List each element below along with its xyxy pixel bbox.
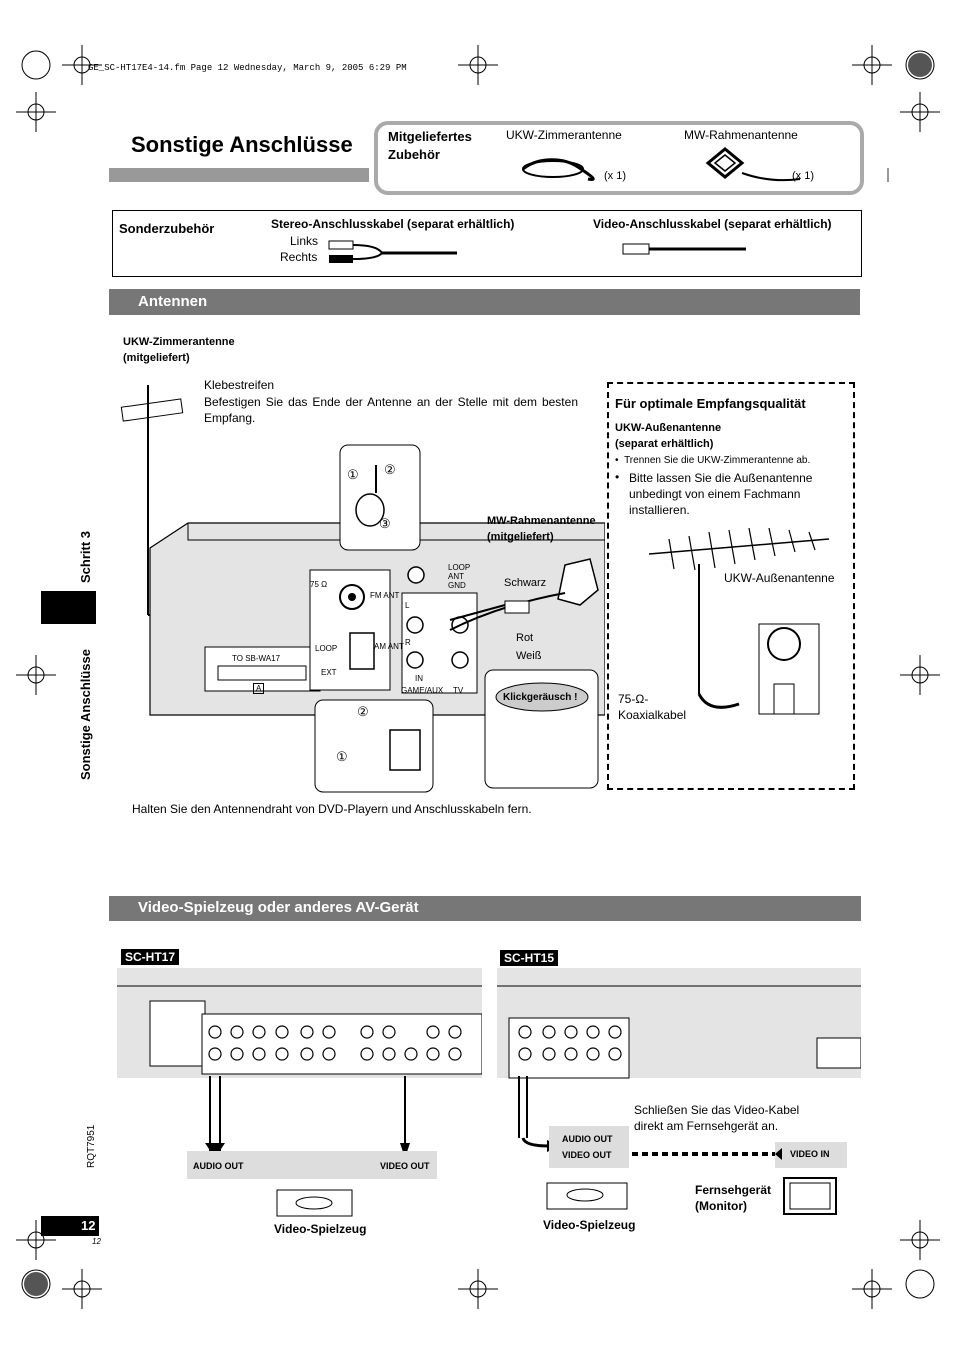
ht15-audio-out: AUDIO OUT	[562, 1134, 613, 1144]
page-number-block	[41, 1216, 99, 1236]
coax-label-2: Koaxialkabel	[618, 708, 687, 722]
section-antennas-title: Antennen	[138, 293, 208, 310]
outdoor-antenna-heading: UKW-Außenantenne	[615, 422, 722, 434]
doc-code: RQT7951	[86, 1124, 97, 1168]
tape-note: Befestigen Sie das Ende der Antenne an der Stelle mit dem besten Empfang.	[204, 395, 578, 425]
black-wire-label: Schwarz	[504, 577, 547, 589]
bullet-2: Bitte lassen Sie die Außenantenne unbedingt von einem Fachmann installieren.	[629, 471, 813, 517]
fm-antenna-illustration	[518, 147, 608, 187]
bullet-1-text: Trennen Sie die UKW-Zimmerantenne ab.	[624, 455, 811, 466]
am-antenna-label: MW-Rahmenantenne	[684, 128, 798, 142]
sidebar-chapter: Sonstige Anschlüsse	[78, 649, 93, 780]
sidebar-step: Schritt 3	[78, 530, 93, 583]
bullet-2-mark: •	[615, 470, 620, 484]
ht15-connection-diagram	[497, 968, 861, 1223]
label-game-aux: GAME/AUX	[401, 686, 444, 695]
label-in: IN	[415, 674, 423, 683]
step-1: ①	[347, 467, 359, 482]
section-video	[109, 896, 861, 921]
label-tv: TV	[453, 686, 464, 695]
stereo-cable-label: Stereo-Anschlusskabel (separat erhältlich)	[271, 217, 515, 231]
sidebar-tab	[41, 591, 96, 624]
model-tag-ht17: SC-HT17	[121, 949, 179, 965]
outdoor-antenna-diagram	[629, 514, 849, 734]
page-number: 12	[81, 1218, 96, 1233]
am-loop-label-2: (mitgeliefert)	[487, 531, 554, 543]
label-to-sbwa17: TO SB-WA17	[232, 654, 281, 663]
tv-label: Fernsehgerät	[695, 1183, 772, 1197]
optimal-reception-panel	[607, 382, 855, 790]
label-loop: LOOP	[315, 644, 338, 653]
optimal-heading: Für optimale Empfangsqualität	[615, 396, 806, 411]
section-video-title: Video-Spielzeug oder anderes AV-Gerät	[138, 899, 419, 916]
ht17-console-label: Video-Spielzeug	[274, 1222, 367, 1236]
label-75ohm: 75 Ω	[310, 580, 328, 589]
page-title: Sonstige Anschlüsse	[131, 132, 353, 157]
ht15-video-in: VIDEO IN	[790, 1149, 830, 1159]
bullet-1: • Trennen Sie die UKW-Zimmerantenne ab.	[615, 455, 811, 466]
fm-indoor-label-2: (mitgeliefert)	[123, 352, 190, 364]
optional-heading: Sonderzubehör	[119, 221, 215, 236]
supplied-heading-2: Zubehör	[388, 147, 440, 162]
tv-label-2: (Monitor)	[695, 1199, 747, 1213]
click-label: Klickgeräusch !	[503, 692, 578, 703]
coax-label: 75-Ω-	[618, 692, 649, 706]
page-number-small: 12	[92, 1237, 101, 1246]
model-tag-ht15: SC-HT15	[500, 950, 558, 966]
label-fm-ant: FM ANT	[370, 591, 400, 600]
switch-step-1: ①	[336, 749, 348, 764]
tape-label: Klebestreifen	[204, 378, 275, 392]
outdoor-antenna-label: UKW-Außenantenne	[724, 571, 835, 585]
outdoor-antenna-heading-2: (separat erhältlich)	[615, 438, 714, 450]
switch-step-2: ②	[357, 704, 369, 719]
am-qty: (x 1)	[792, 170, 814, 182]
ht15-video-out: VIDEO OUT	[562, 1150, 612, 1160]
section-antennas	[109, 289, 860, 315]
supplied-heading: Mitgeliefertes	[388, 129, 472, 144]
ht17-video-out: VIDEO OUT	[380, 1161, 430, 1171]
supplied-accessories-box	[374, 121, 864, 195]
video-cable-label: Video-Anschlusskabel (separat erhältlich)	[593, 217, 832, 231]
label-r: R	[405, 638, 411, 647]
antenna-connection-diagram	[110, 385, 605, 795]
step-2: ②	[384, 462, 396, 477]
red-wire-label: Rot	[516, 632, 534, 644]
file-header: GE_SC-HT17E4-14.fm Page 12 Wednesday, March 9, 2005 6:29 PM	[88, 63, 407, 73]
antenna-note: Halten Sie den Antennendraht von DVD-Playern und Anschlusskabeln fern.	[132, 802, 532, 816]
ht15-console-label: Video-Spielzeug	[543, 1218, 636, 1232]
am-loop-label: MW-Rahmenantenne	[487, 515, 596, 527]
ht15-note: Schließen Sie das Video-Kabel direkt am Fernsehgerät an.	[634, 1103, 800, 1133]
am-antenna-illustration	[700, 143, 810, 187]
fm-antenna-label: UKW-Zimmerantenne	[506, 128, 622, 142]
left-label: Links	[290, 234, 319, 248]
fm-qty: (x 1)	[604, 170, 626, 182]
step-3: ③	[379, 516, 391, 531]
label-loop-ant-gnd: LOOP ANT GND	[448, 563, 471, 590]
ht17-audio-out: AUDIO OUT	[193, 1161, 244, 1171]
ht17-connection-diagram	[117, 968, 482, 1223]
label-a-mark: A	[253, 683, 264, 694]
stereo-cable-illustration	[327, 235, 467, 269]
right-label: Rechts	[280, 250, 318, 264]
label-l: L	[405, 601, 410, 610]
label-am-ant: AM ANT	[374, 642, 404, 651]
optional-accessories-box	[112, 210, 862, 277]
label-ext: EXT	[321, 668, 337, 677]
white-wire-label: Weiß	[516, 650, 542, 662]
title-underline	[109, 168, 369, 182]
fm-indoor-label: UKW-Zimmerantenne	[123, 336, 235, 348]
video-cable-illustration	[621, 239, 751, 259]
